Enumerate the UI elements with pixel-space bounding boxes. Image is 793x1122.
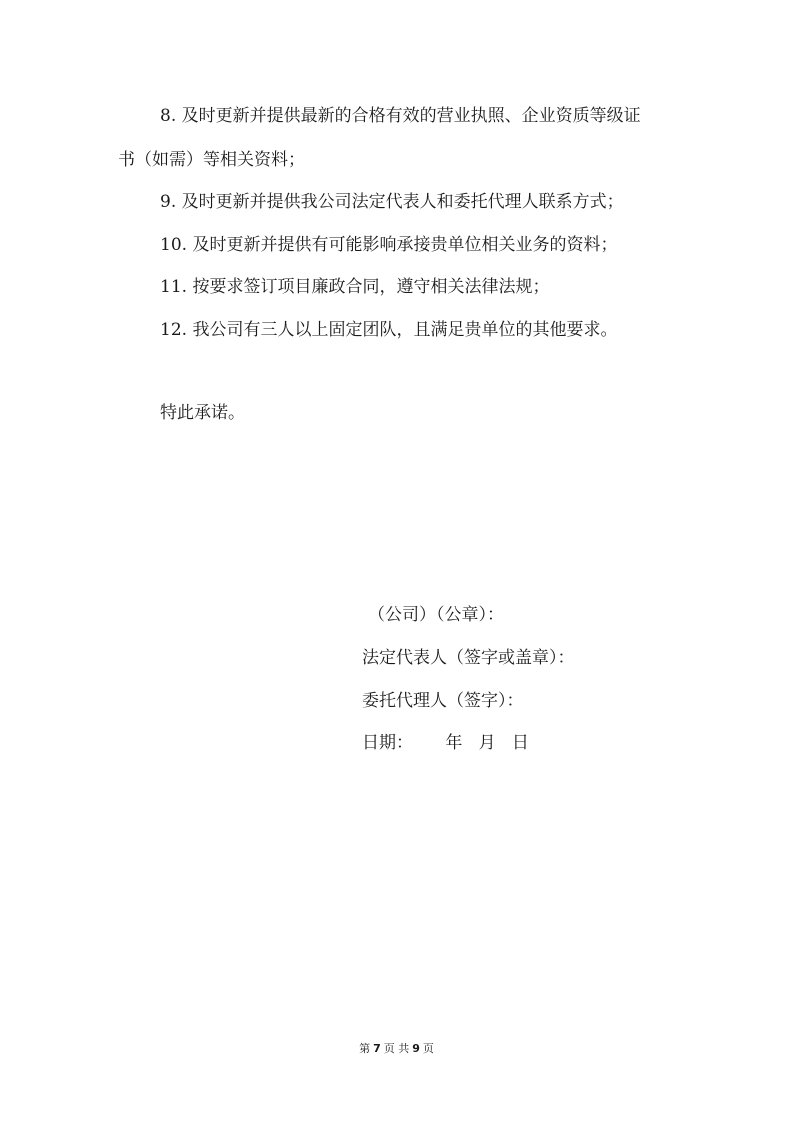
legal-representative-line: 法定代表人（签字或盖章）： xyxy=(362,648,575,668)
closing-statement: 特此承诺。 xyxy=(160,403,245,423)
item-8-line-1: 8. 及时更新并提供最新的合格有效的营业执照、企业资质等级证 xyxy=(160,106,641,126)
company-seal-line: （公司）（公章）： xyxy=(368,605,504,625)
date-line: 日期： 年 月 日 xyxy=(362,733,529,753)
item-8-line-2: 书（如需）等相关资料； xyxy=(118,150,305,170)
authorized-agent-line: 委托代理人（签字）： xyxy=(362,691,524,711)
item-11: 11. 按要求签订项目廉政合同，遵守相关法律法规； xyxy=(160,277,550,297)
item-10: 10. 及时更新并提供有可能影响承接贵单位相关业务的资料； xyxy=(160,235,618,255)
footer-middle: 页 共 xyxy=(383,1042,410,1055)
footer-suffix: 页 xyxy=(422,1042,434,1055)
current-page-number: 7 xyxy=(373,1042,381,1055)
page-footer xyxy=(0,1042,793,1056)
total-pages-number: 9 xyxy=(412,1042,420,1055)
item-9: 9. 及时更新并提供我公司法定代表人和委托代理人联系方式； xyxy=(160,192,624,212)
footer-prefix: 第 xyxy=(359,1042,371,1055)
item-12: 12. 我公司有三人以上固定团队，且满足贵单位的其他要求。 xyxy=(160,320,618,340)
